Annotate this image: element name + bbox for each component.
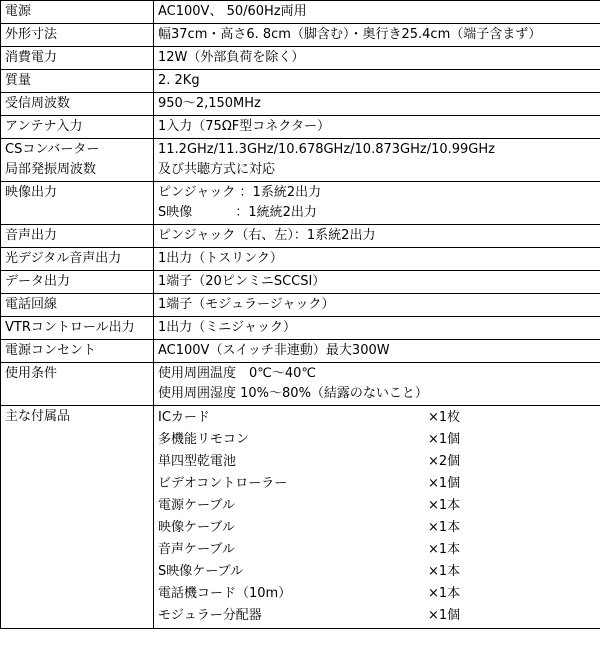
list-item: 多機能リモコン ×1個 (158, 432, 461, 447)
spec-value: AC100V（スイッチ非連動）最大300W (154, 340, 600, 363)
list-item: モジュラー分配器 ×1個 (158, 608, 461, 623)
list-item: 映像ケーブル ×1本 (158, 520, 461, 535)
spec-row-data-out (1, 271, 600, 294)
spec-row-conditions (1, 363, 600, 406)
spec-label: 電源コンセント (1, 340, 154, 363)
spec-label: 電源 (1, 1, 154, 24)
spec-row-accessories (1, 406, 600, 629)
spec-value: 使用周囲温度 0℃〜40℃ 使用周囲湿度 10%〜80%（結露のないこと） (154, 363, 600, 406)
spec-row-dimensions (1, 24, 600, 47)
list-item: 電源ケーブル ×1本 (158, 498, 461, 513)
list-item: 音声ケーブル ×1本 (158, 542, 461, 557)
spec-row-power (1, 1, 600, 24)
spec-value: 1出力（ミニジャック） (154, 317, 600, 340)
spec-row-vtr-control (1, 317, 600, 340)
spec-label: 主な付属品 (1, 406, 154, 629)
spec-value: 950〜2,150MHz (154, 93, 600, 116)
list-item: 単四型乾電池 ×2個 (158, 454, 461, 469)
spec-label: 電話回線 (1, 294, 154, 317)
spec-value: 幅37cm・高さ6. 8cm（脚含む）・奥行き25.4cm（端子含まず） (154, 24, 600, 47)
spec-row-consumption (1, 47, 600, 70)
spec-row-antenna (1, 116, 600, 139)
spec-value: 1端子（モジュラージャック） (154, 294, 600, 317)
spec-row-audio-out (1, 225, 600, 248)
spec-label: 消費電力 (1, 47, 154, 70)
spec-label: VTRコントロール出力 (1, 317, 154, 340)
spec-label: 質量 (1, 70, 154, 93)
spec-value: ピンジャック ：1系統2出力 S映像 ：1統統2出力 (154, 182, 600, 225)
spec-value: 1入力（75ΩF型コネクター） (154, 116, 600, 139)
spec-row-phone-line (1, 294, 600, 317)
list-item: S映像ケーブル ×1本 (158, 564, 461, 579)
spec-value: 1端子（20ピンミニSCCSI） (154, 271, 600, 294)
spec-value: AC100V、 50/60Hz両用 (154, 1, 600, 24)
spec-label: CSコンバーター 局部発振周波数 (1, 139, 154, 182)
spec-row-optical (1, 248, 600, 271)
spec-label: 映像出力 (1, 182, 154, 225)
spec-value: 2. 2Kg (154, 70, 600, 93)
spec-value: 12W（外部負荷を除く） (154, 47, 600, 70)
spec-row-outlet (1, 340, 600, 363)
spec-value: ピンジャック（右、左）：1系統2出力 (154, 225, 600, 248)
spec-label: アンテナ入力 (1, 116, 154, 139)
spec-row-video-out (1, 182, 600, 225)
spec-label: 音声出力 (1, 225, 154, 248)
spec-value: 1出力（トスリンク） (154, 248, 600, 271)
spec-row-frequency (1, 93, 600, 116)
spec-label: 光デジタル音声出力 (1, 248, 154, 271)
spec-value: 11.2GHz/11.3GHz/10.678GHz/10.873GHz/10.99GHz 及び共聴方式に対応 (154, 139, 600, 182)
list-item: ICカード ×1枚 (158, 410, 461, 425)
spec-label: データ出力 (1, 271, 154, 294)
spec-row-cs-converter (1, 139, 600, 182)
spec-label: 使用条件 (1, 363, 154, 406)
list-item: ビデオコントローラー ×1個 (158, 476, 461, 491)
spec-label: 受信周波数 (1, 93, 154, 116)
spec-row-mass (1, 70, 600, 93)
list-item: 電話機コード（10m） ×1本 (158, 586, 461, 601)
spec-label: 外形寸法 (1, 24, 154, 47)
accessory-list (154, 406, 600, 629)
